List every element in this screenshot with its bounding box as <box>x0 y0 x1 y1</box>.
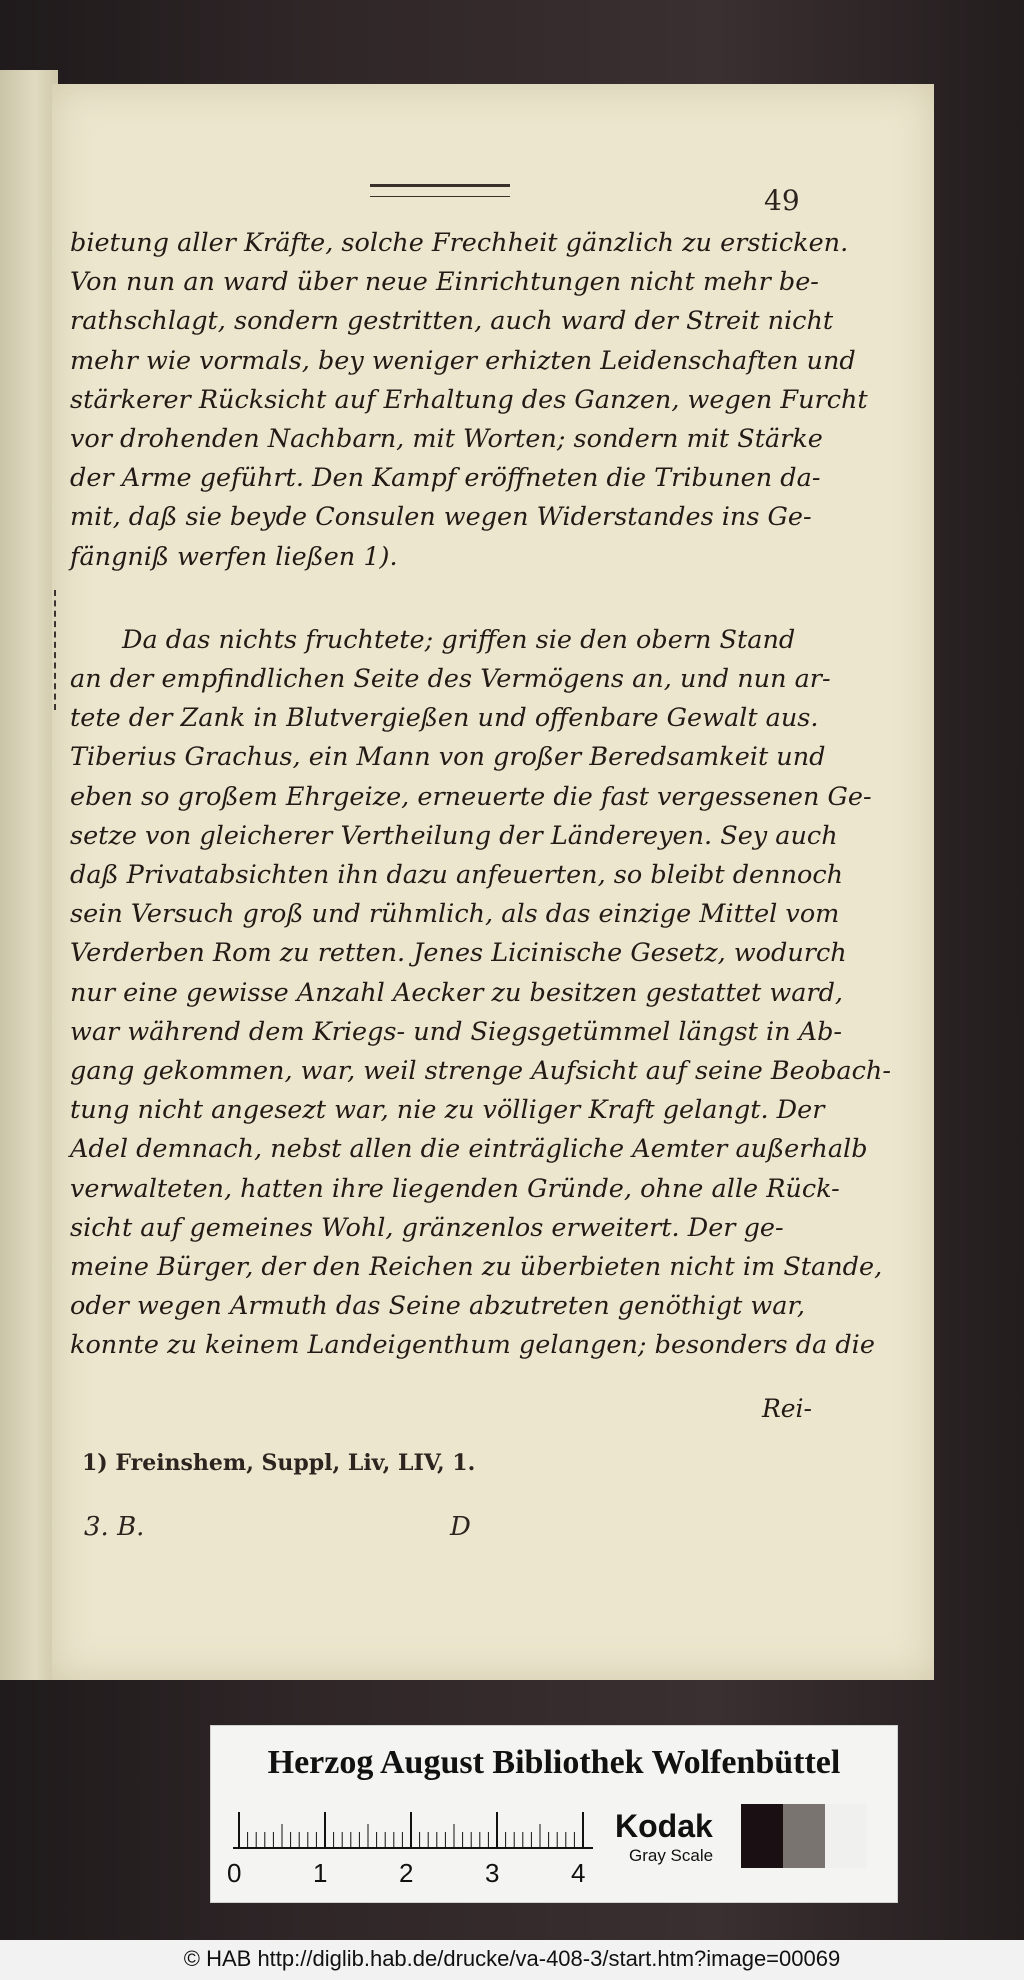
book-page <box>52 84 934 1680</box>
footer-bar <box>0 1940 1024 1980</box>
text-line: eben so großem Ehrgeize, erneuerte die fast vergessenen Ge- <box>70 781 872 812</box>
previous-page-edge <box>0 70 58 1680</box>
text-line: an der empfindlichen Seite des Vermögens an, und nun ar- <box>70 664 831 695</box>
text-line: mit, daß sie beyde Consulen wegen Widerstandes ins Ge- <box>70 502 812 533</box>
text-line: konnte zu keinem Landeigenthum gelangen; besonders da die <box>70 1330 875 1361</box>
footnote: 1) Freinshem, Suppl, Liv, LIV, 1. <box>82 1450 476 1476</box>
text-line: sein Versuch groß und rühmlich, als das einzige Mittel vom <box>70 899 840 930</box>
text-line: tung nicht angesezt war, nie zu völliger Kraft gelangt. Der <box>70 1095 825 1126</box>
text-line: fängniß werfen ließen 1). <box>70 541 398 572</box>
gray-swatches <box>741 1804 871 1868</box>
body-text <box>70 224 891 1366</box>
text-line: Da das nichts fruchtete; griffen sie den obern Stand <box>122 624 796 655</box>
signature-mark: 3. B. <box>84 1512 145 1542</box>
gray-swatch-light <box>825 1804 867 1868</box>
ruler-numbers <box>223 1858 603 1892</box>
text-line: vor drohenden Nachbarn, mit Worten; sondern mit Stärke <box>70 424 823 455</box>
text-line: sicht auf gemeines Wohl, gränzenlos erweitert. Der ge- <box>70 1212 784 1243</box>
paragraph-1 <box>70 224 868 577</box>
text-line: bietung aller Kräfte, solche Frechheit gänzlich zu ersticken. <box>70 228 849 258</box>
text-line: daß Privatabsichten ihn dazu anfeuerten, so bleibt dennoch <box>70 860 844 891</box>
color-target-card <box>210 1725 898 1903</box>
header-rule <box>370 184 510 197</box>
catchword: Rei- <box>761 1394 812 1423</box>
text-line: nur eine gewisse Anzahl Aecker zu besitzen gestattet ward, <box>70 977 844 1008</box>
text-line: war während dem Kriegs- und Siegsgetümmel längst in Ab- <box>70 1016 843 1047</box>
text-line: Adel demnach, nebst allen die einträgliche Aemter außerhalb <box>70 1134 868 1165</box>
text-line: Von nun an ward über neue Einrichtungen nicht mehr be- <box>70 267 819 298</box>
text-line: verwalteten, hatten ihre liegenden Gründe, ohne alle Rück- <box>70 1173 840 1204</box>
gray-swatch-mid <box>783 1804 825 1868</box>
text-line: oder wegen Armuth das Seine abzutreten genöthigt war, <box>70 1291 805 1322</box>
text-line: der Arme geführt. Den Kampf eröffneten die Tribunen da- <box>70 463 821 494</box>
page-number: 49 <box>764 184 800 217</box>
ruler-number: 0 <box>227 1858 242 1888</box>
text-line: Verderben Rom zu retten. Jenes Licinische Gesetz, wodurch <box>70 938 847 969</box>
ruler-number: 2 <box>399 1858 414 1888</box>
text-line: stärkerer Rücksicht auf Erhaltung des Ganzen, wegen Furcht <box>70 384 868 415</box>
paragraph-2 <box>70 621 891 1366</box>
ruler-number: 1 <box>313 1858 328 1888</box>
ruler-scale <box>233 1810 593 1850</box>
library-name: Herzog August Bibliothek Wolfenbüttel <box>267 1744 841 1781</box>
gray-scale-label: Gray Scale <box>629 1846 714 1865</box>
binding-crease <box>54 590 56 710</box>
gray-swatch-dark <box>741 1804 783 1868</box>
ruler-number: 4 <box>571 1858 586 1888</box>
text-line: tete der Zank in Blutvergießen und offenbare Gewalt aus. <box>70 703 819 734</box>
source-url[interactable]: © HAB http://diglib.hab.de/drucke/va-408-3/start.htm?image=00069 <box>183 1946 841 1971</box>
text-line: meine Bürger, der den Reichen zu überbieten nicht im Stande, <box>70 1252 883 1283</box>
text-line: setze von gleicherer Vertheilung der Ländereyen. Sey auch <box>70 820 838 851</box>
text-line: gang gekommen, war, weil strenge Aufsicht auf seine Beobach- <box>70 1056 891 1087</box>
ruler-number: 3 <box>485 1858 500 1888</box>
signature-letter: D <box>450 1512 471 1542</box>
kodak-logo: Kodak <box>615 1808 713 1844</box>
text-line: rathschlagt, sondern gestritten, auch ward der Streit nicht <box>70 306 834 337</box>
text-line: mehr wie vormals, bey weniger erhizten Leidenschaften und <box>70 345 856 376</box>
text-line: Tiberius Grachus, ein Mann von großer Beredsamkeit und <box>70 742 826 773</box>
